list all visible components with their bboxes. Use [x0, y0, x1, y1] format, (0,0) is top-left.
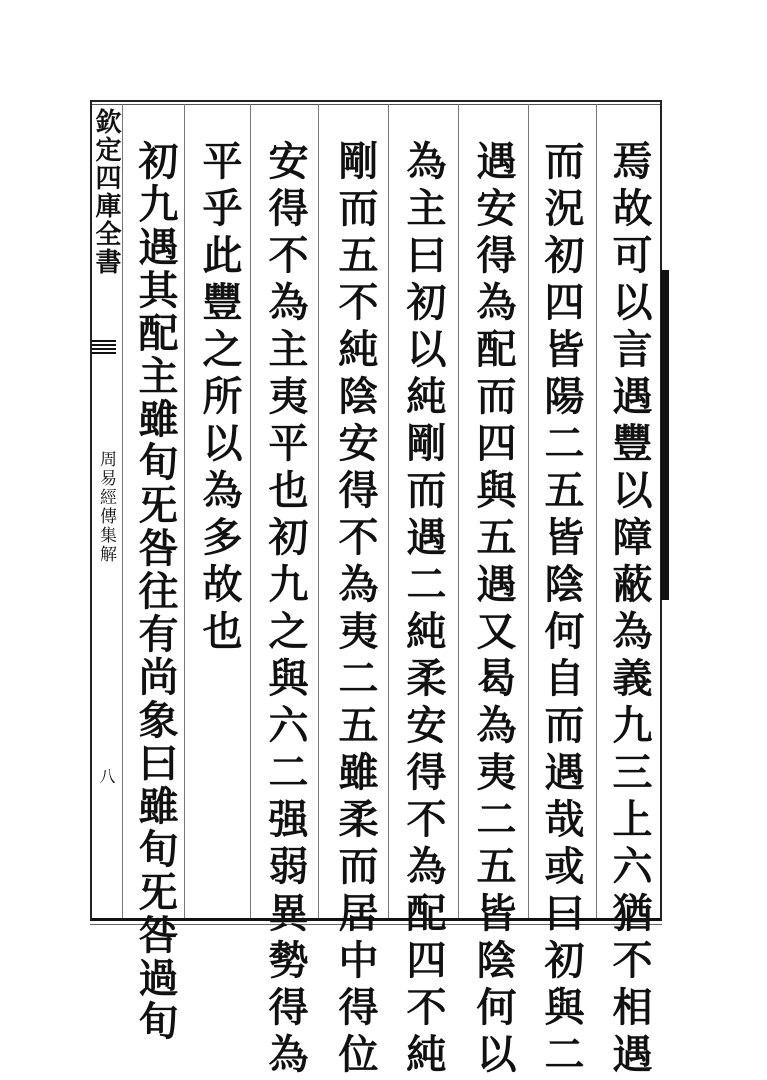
column-divider	[318, 104, 319, 918]
text-column-7: 平乎此豐之所以為多故也	[196, 140, 243, 657]
column-divider	[528, 104, 529, 918]
text-column-5: 剛而五不純陰安得不為夷二五雖柔而居中得位	[332, 140, 379, 1080]
column-divider	[596, 104, 597, 918]
frame-top-border	[90, 100, 662, 102]
fishtail-mark	[92, 340, 116, 354]
column-divider	[388, 104, 389, 918]
margin-collection-title: 欽定四庫全書	[91, 108, 121, 276]
frame-top-inner-border	[90, 104, 662, 105]
column-divider	[458, 104, 459, 918]
column-divider	[184, 104, 185, 918]
margin-book-title: 周易經傳集解	[96, 450, 116, 564]
text-column-6: 安得不為主夷平也初九之與六二强弱異勢得為	[262, 140, 309, 1080]
text-column-2: 而況初四皆陽二五皆陰何自而遇哉或曰初與二	[538, 140, 585, 1080]
text-column-4: 為主曰初以純剛而遇二純柔安得不為配四不純	[400, 140, 447, 1080]
column-divider	[122, 104, 123, 918]
column-divider	[250, 104, 251, 918]
text-column-1: 焉故可以言遇豐以障蔽為義九三上六猶不相遇	[606, 140, 653, 1080]
text-column-8: 初九遇其配主雖旬旡咎往有尚象曰雖旬旡咎過旬	[132, 140, 179, 1043]
right-edge-bar	[661, 270, 669, 600]
text-column-3: 遇安得為配而四與五遇又曷為夷二五皆陰何以	[470, 140, 517, 1080]
margin-page-number: 八	[97, 768, 116, 784]
